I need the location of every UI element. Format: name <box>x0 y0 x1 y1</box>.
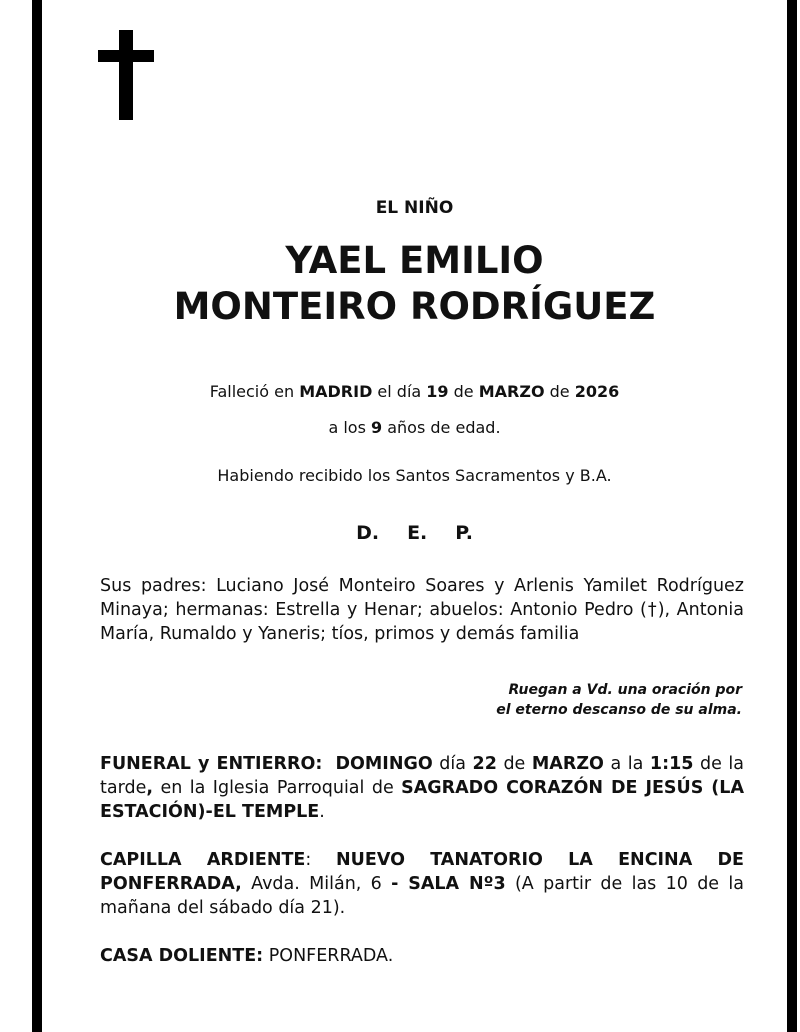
casa-paragraph: CASA DOLIENTE: PONFERRADA. <box>100 946 394 966</box>
church-name: SAGRADO CORAZÓN DE JESÚS (LA ESTACIÓN)-EL TEMPLE <box>100 778 744 822</box>
age-line: a los 9 años de edad. <box>328 418 501 437</box>
family-paragraph: Sus padres: Luciano José Monteiro Soares y Arlenis Yamilet Rodríguez Minaya; hermanas: Estrella y Henar; abuelos: Antonio Pedro (†), Antonia María, Rumaldo y Yaneris; tíos, primos y demás familia <box>100 576 744 644</box>
funeral-paragraph: FUNERAL y ENTIERRO: DOMINGO día 22 de MARZO a la 1:15 de la tarde, en la Iglesia Parroquial de SAGRADO CORAZÓN DE JESÚS (LA ESTACIÓN)-EL TEMPLE. <box>100 754 745 822</box>
death-city: MADRID <box>299 382 373 401</box>
death-day: 19 <box>426 382 449 401</box>
intro-label: EL NIÑO <box>375 198 454 218</box>
name-line-2: MONTEIRO RODRÍGUEZ <box>173 285 656 328</box>
death-year: 2026 <box>574 382 620 401</box>
funeral-weekday: DOMINGO <box>335 754 433 774</box>
death-line: Falleció en MADRID el día 19 de MARZO de 2026 <box>209 382 620 401</box>
cross-icon <box>98 30 154 120</box>
prayer-text: Ruegan a Vd. una oración por el eterno descanso de su alma. <box>496 682 742 718</box>
death-month: MARZO <box>478 382 545 401</box>
right-border <box>787 0 797 1032</box>
deceased-name <box>42 238 787 330</box>
capilla-paragraph: CAPILLA ARDIENTE: NUEVO TANATORIO LA ENCINA DE PONFERRADA, Avda. Milán, 6 - SALA Nº3 (A partir de las 10 de la mañana del sábado día 21). <box>100 850 744 918</box>
age-value: 9 <box>371 418 383 437</box>
capilla-label: CAPILLA ARDIENTE <box>100 850 306 870</box>
sacraments-line: Habiendo recibido los Santos Sacramentos y B.A. <box>217 466 612 485</box>
left-border <box>32 0 42 1032</box>
name-line-1: YAEL EMILIO <box>285 239 544 282</box>
capilla-sala: - SALA Nº3 <box>391 874 506 894</box>
funeral-label: FUNERAL y ENTIERRO: <box>100 754 323 774</box>
dep-line: D. E. P. <box>356 522 473 544</box>
capilla-place: NUEVO TANATORIO LA ENCINA DE PONFERRADA, <box>100 850 744 894</box>
casa-label: CASA DOLIENTE: <box>100 946 264 966</box>
